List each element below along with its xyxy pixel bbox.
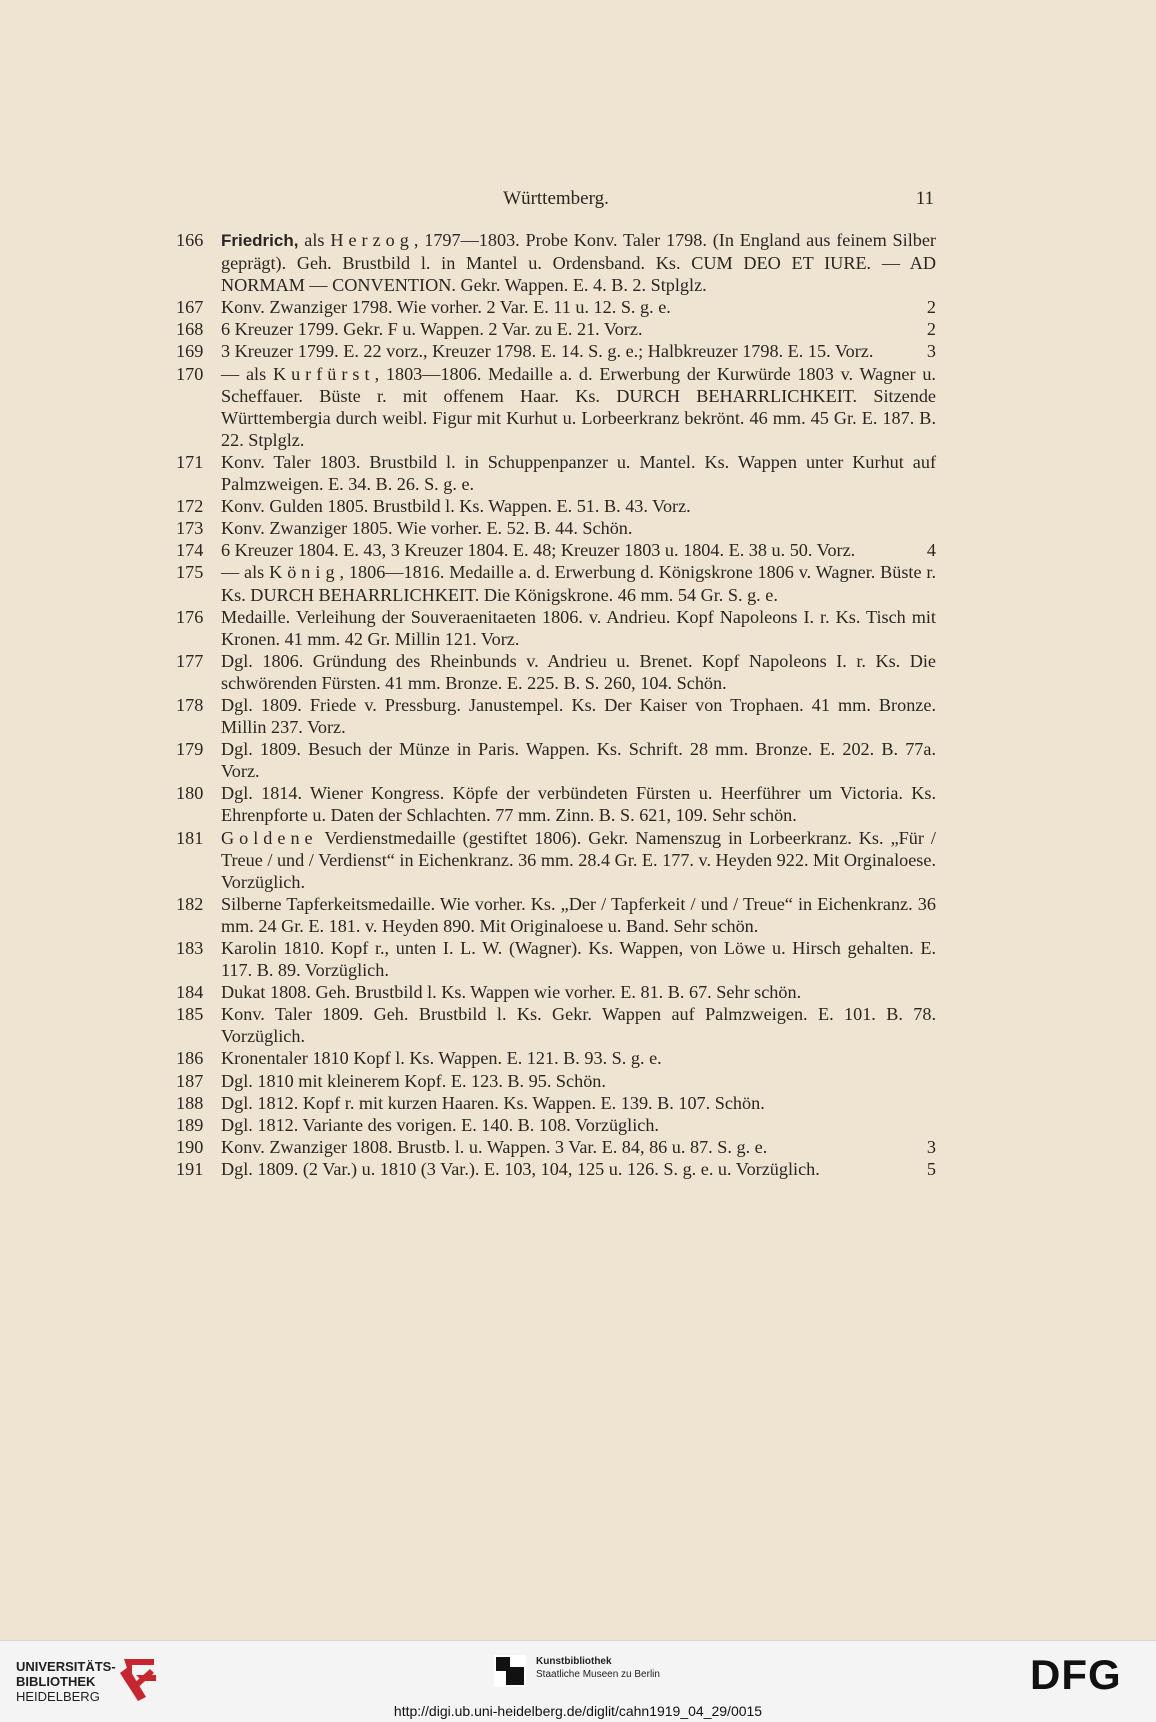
lot-description — [221, 606, 936, 650]
lot-description — [221, 981, 936, 1003]
lot-number: 183 — [176, 938, 204, 958]
catalog-entry — [176, 1114, 936, 1136]
description-text: Verdienstmedaille (gestiftet 1806). Gekr. Namenszug in Lorbeerkranz. Ks. „Für / Treue / und / Verdienst“ in Eichenkranz. 36 mm. 28.4 Gr. E. 177. v. Heyden 922. Mit Orginaloese. Vorzüglich. — [221, 827, 936, 892]
lot-description — [221, 1092, 936, 1114]
catalog-entry — [176, 1003, 936, 1047]
description-text: — als — [221, 363, 273, 384]
lot-number: 169 — [176, 341, 204, 362]
lot-number: 177 — [176, 650, 204, 671]
viewer-footer — [0, 1640, 1156, 1722]
lot-number: 188 — [176, 1092, 204, 1113]
catalog-entry — [176, 1070, 936, 1092]
quantity: 2 — [926, 319, 936, 340]
catalog-entry — [176, 694, 936, 738]
permalink-url[interactable]: http://digi.ub.uni-heidelberg.de/diglit/cahn1919_04_29/0015 — [393, 1703, 763, 1719]
catalog-entry — [176, 1136, 936, 1158]
description-text: Karolin 1810. Kopf r., unten I. L. W. (Wagner). Ks. Wappen, von Löwe u. Hirsch gehalten. E. 117. B. 89. Vorzüglich. — [221, 938, 936, 981]
description-text: Konv. Gulden 1805. Brustbild l. Ks. Wappen. E. 51. B. 43. Vorz. — [221, 496, 691, 517]
catalog-entry — [176, 296, 936, 318]
spaced-title: Kurfürst — [272, 363, 375, 384]
lot-description — [221, 650, 936, 694]
catalog-entries — [176, 229, 936, 1180]
catalog-entry — [176, 229, 936, 296]
lot-number: 181 — [176, 827, 204, 848]
description-text: als — [298, 230, 331, 250]
lot-number: 168 — [176, 319, 204, 340]
description-text: Dgl. 1809. Friede v. Pressburg. Janustempel. Ks. Der Kaiser von Trophaen. 41 mm. Bronze. Millin 237. Vorz. — [221, 694, 936, 738]
kunstbibliothek-mark-icon — [492, 1653, 528, 1689]
spaced-title: König — [269, 562, 340, 583]
description-text: Medaille. Verleihung der Souveraenitaeten 1806. v. Andrieu. Kopf Napoleons I. r. Ks. Tisch mit Kronen. 41 mm. 42 Gr. Millin 121. Vorz. — [221, 606, 936, 649]
lot-number: 189 — [176, 1114, 204, 1135]
kunstbibliothek-text — [536, 1655, 660, 1681]
catalog-entry — [176, 495, 936, 517]
description-text: — als — [221, 562, 270, 583]
lot-number: 187 — [176, 1070, 204, 1091]
lot-description — [221, 539, 936, 561]
lot-description — [221, 1158, 936, 1180]
description-text: Kronentaler 1810 Kopf l. Ks. Wappen. E. 121. B. 93. S. g. e. — [221, 1048, 662, 1069]
kb-line-1: Kunstbibliothek — [536, 1656, 612, 1667]
page-number: 11 — [915, 188, 934, 209]
running-title: Württemberg. — [503, 188, 609, 209]
lot-number: 182 — [176, 893, 204, 914]
catalog-entry — [176, 1047, 936, 1069]
lot-description — [221, 229, 936, 296]
lot-description — [221, 1003, 936, 1047]
lot-number: 166 — [176, 230, 204, 250]
description-text: Dgl. 1814. Wiener Kongress. Köpfe der verbündeten Fürsten u. Heerführer um Victoria. Ks. Ehrenpforte u. Daten der Schlachten. 77 mm. Zinn. B. S. 621, 109. Sehr schön. — [221, 783, 936, 826]
page-header — [178, 188, 934, 214]
catalog-entry — [176, 340, 936, 362]
ruler-name: Friedrich, — [221, 231, 299, 250]
lot-description — [221, 561, 936, 605]
description-text: , 1797—1803. Probe Konv. Taler 1798. (In England aus feinem Silber geprägt). Geh. Brustbild l. in Mantel u. Ordensband. Ks. CUM DEO ET IURE. — AD NORMAM — CONVENTION. Gekr. Wappen. E. 4. B. 2. Stplglz. — [221, 230, 936, 296]
quantity: 2 — [926, 297, 936, 318]
catalog-entry — [176, 981, 936, 1003]
lot-description — [221, 1047, 936, 1069]
lot-description — [221, 738, 936, 782]
lot-number: 184 — [176, 982, 204, 1003]
lot-description — [221, 782, 936, 826]
description-text: Dukat 1808. Geh. Brustbild l. Ks. Wappen wie vorher. E. 81. B. 67. Sehr schön. — [221, 982, 802, 1003]
description-text: Konv. Taler 1803. Brustbild l. in Schuppenpanzer u. Mantel. Ks. Wappen unter Kurhut auf Palmzweigen. E. 34. B. 26. S. g. e. — [221, 451, 936, 495]
lot-description — [221, 495, 936, 517]
lot-description — [221, 937, 936, 981]
lot-number: 170 — [176, 363, 204, 384]
lot-description — [221, 451, 936, 495]
ub-line-3: HEIDELBERG — [16, 1689, 100, 1704]
lot-number: 174 — [176, 540, 204, 561]
spaced-title: Goldene — [221, 827, 318, 848]
lot-number: 191 — [176, 1158, 204, 1179]
catalog-entry — [176, 363, 936, 451]
description-text: Dgl. 1812. Variante des vorigen. E. 140. B. 108. Vorzüglich. — [221, 1114, 659, 1135]
lot-description — [221, 1114, 936, 1136]
lot-description — [221, 340, 936, 362]
lot-number: 186 — [176, 1048, 204, 1069]
kunstbibliothek-logo[interactable] — [492, 1653, 692, 1693]
description-text: Silberne Tapferkeitsmedaille. Wie vorher. Ks. „Der / Tapferkeit / und / Treue“ in Eichenkranz. 36 mm. 24 Gr. E. 181. v. Heyden 890. Mit Originaloese u. Band. Sehr schön. — [221, 893, 936, 936]
description-text: Dgl. 1809. Besuch der Münze in Paris. Wappen. Ks. Schrift. 28 mm. Bronze. E. 202. B. 77a. Vorz. — [221, 739, 936, 782]
catalog-entry — [176, 318, 936, 340]
lot-number: 171 — [176, 451, 204, 472]
quantity: 4 — [926, 540, 936, 561]
description-text: 6 Kreuzer 1804. E. 43, 3 Kreuzer 1804. E. 48; Kreuzer 1803 u. 1804. E. 38 u. 50. Vorz. — [221, 540, 856, 561]
catalog-entry — [176, 561, 936, 605]
description-text: , 1803—1806. Medaille a. d. Erwerbung der Kurwürde 1803 v. Wagner u. Scheffauer. Büste r. mit offenem Haar. Ks. DURCH BEHARRLICHKEIT. Sitzende Württembergia durch weibl. Figur mit Kurhut u. Lorbeerkranz bekrönt. 46 mm. 45 Gr. E. 187. B. 22. Stplglz. — [221, 363, 936, 450]
lot-number: 179 — [176, 739, 204, 760]
lot-number: 185 — [176, 1004, 204, 1025]
catalog-entry — [176, 1092, 936, 1114]
lot-number: 173 — [176, 518, 204, 539]
kb-line-2: Staatliche Museen zu Berlin — [536, 1669, 660, 1680]
catalog-entry — [176, 827, 936, 893]
description-text: Konv. Zwanziger 1798. Wie vorher. 2 Var. E. 11 u. 12. S. g. e. — [221, 297, 671, 318]
ub-line-2: BIBLIOTHEK — [16, 1674, 96, 1689]
lot-description — [221, 363, 936, 451]
lot-number: 172 — [176, 496, 204, 517]
ub-line-1: UNIVERSITÄTS- — [16, 1659, 116, 1674]
description-text: 6 Kreuzer 1799. Gekr. F u. Wappen. 2 Var. zu E. 21. Vorz. — [221, 319, 643, 340]
description-text: Konv. Zwanziger 1808. Brustb. l. u. Wappen. 3 Var. E. 84, 86 u. 87. S. g. e. — [221, 1136, 768, 1157]
description-text: Dgl. 1810 mit kleinerem Kopf. E. 123. B. 95. Schön. — [221, 1070, 606, 1091]
description-text: Dgl. 1806. Gründung des Rheinbunds v. Andrieu u. Brenet. Kopf Napoleons I. r. Ks. Die schwörenden Fürsten. 41 mm. Bronze. E. 225. B. S. 260, 104. Schön. — [221, 650, 936, 693]
catalog-entry — [176, 539, 936, 561]
catalog-entry — [176, 517, 936, 539]
catalog-entry — [176, 606, 936, 650]
description-text: , 1806—1816. Medaille a. d. Erwerbung d. Königskrone 1806 v. Wagner. Büste r. Ks. DURCH BEHARRLICHKEIT. Die Königskrone. 46 mm. 54 Gr. S. g. e. — [221, 562, 936, 605]
lot-number: 167 — [176, 297, 204, 318]
catalog-entry — [176, 738, 936, 782]
lot-description — [221, 296, 936, 318]
lot-number: 176 — [176, 606, 204, 627]
lot-description — [221, 694, 936, 738]
lot-number: 175 — [176, 562, 204, 583]
ub-heidelberg-logo[interactable] — [16, 1651, 166, 1711]
catalog-entry — [176, 451, 936, 495]
dfg-logo[interactable]: DFG — [1030, 1651, 1122, 1698]
quantity: 5 — [926, 1158, 936, 1179]
description-text: Konv. Zwanziger 1805. Wie vorher. E. 52. B. 44. Schön. — [221, 518, 633, 539]
catalog-entry — [176, 650, 936, 694]
ub-logo-text — [16, 1659, 116, 1704]
description-text: 3 Kreuzer 1799. E. 22 vorz., Kreuzer 1798. E. 14. S. g. e.; Halbkreuzer 1798. E. 15. Vorz. — [221, 341, 874, 362]
quantity: 3 — [926, 1136, 936, 1157]
description-text: Konv. Taler 1809. Geh. Brustbild l. Ks. Gekr. Wappen auf Palmzweigen. E. 101. B. 78. Vorzüglich. — [221, 1004, 936, 1047]
description-text: Dgl. 1812. Kopf r. mit kurzen Haaren. Ks. Wappen. E. 139. B. 107. Schön. — [221, 1092, 765, 1113]
lot-description — [221, 893, 936, 937]
lot-description — [221, 318, 936, 340]
catalog-entry — [176, 893, 936, 937]
quantity: 3 — [926, 341, 936, 362]
ub-mark-icon — [116, 1653, 160, 1703]
lot-description — [221, 1136, 936, 1158]
lot-description — [221, 827, 936, 893]
lot-description — [221, 1070, 936, 1092]
lot-description — [221, 517, 936, 539]
lot-number: 190 — [176, 1136, 204, 1157]
lot-number: 180 — [176, 783, 204, 804]
lot-number: 178 — [176, 694, 204, 715]
spaced-title: Herzog — [330, 230, 414, 250]
catalog-entry — [176, 782, 936, 826]
catalog-entry — [176, 1158, 936, 1180]
catalog-entry — [176, 937, 936, 981]
description-text: Dgl. 1809. (2 Var.) u. 1810 (3 Var.). E. 103, 104, 125 u. 126. S. g. e. u. Vorzüglich. — [221, 1158, 820, 1179]
